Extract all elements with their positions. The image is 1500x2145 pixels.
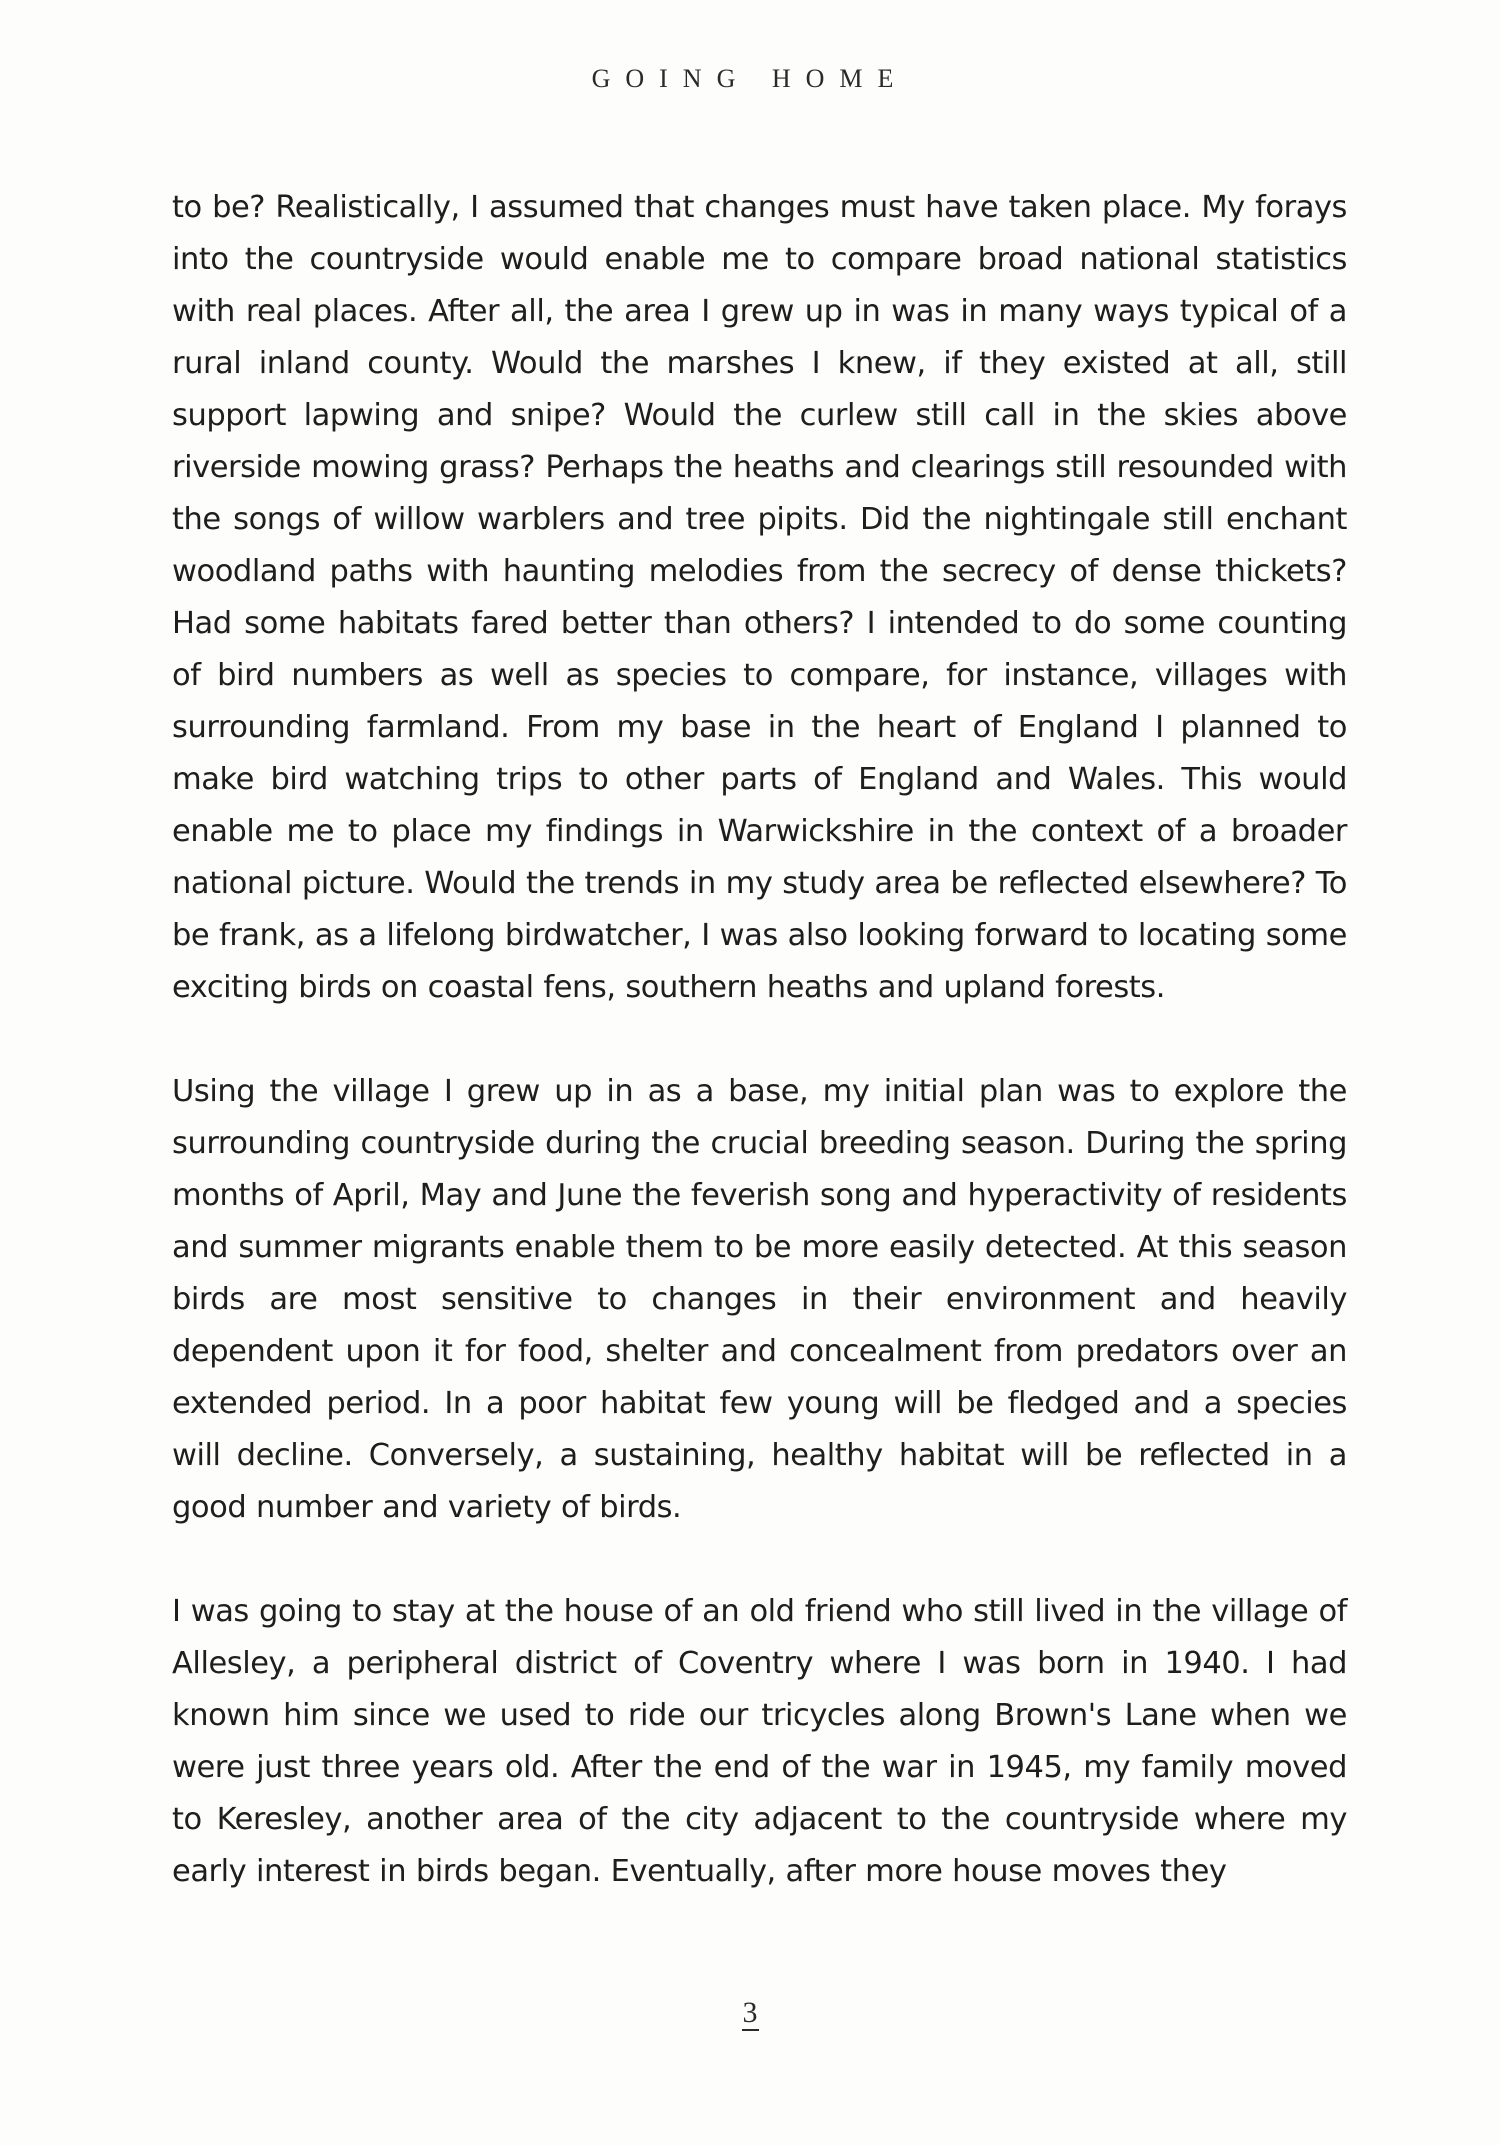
page-number-label: 3	[742, 1996, 758, 2029]
paragraph-3: I was going to stay at the house of an old friend who still lived in the village of Allesley, a peripheral district of Coventry where I was born in 1940. I had known him since we used to ride our tricycles along Brown's Lane when we were just three years old. After the end of the war in 1945, my family moved to Keresley, another area of the city adjacent to the countryside where my early interest in birds began. Eventually, after more house moves they	[172, 1594, 1347, 1889]
paragraph-2: Using the village I grew up in as a base, my initial plan was to explore the surrounding countryside during the crucial breeding season. During the spring months of April, May and June the feverish song and hyperactivity of residents and summer migrants enable them to be more easily detected. At this season birds are most sensitive to changes in their environment and heavily dependent upon it for food, shelter and concealment from predators over an extended period. In a poor habitat few young will be fledged and a species will decline. Conversely, a sustaining, healthy habitat will be reflected in a good number and variety of birds.	[172, 1074, 1347, 1525]
body-text	[172, 182, 1347, 1898]
paragraph-1: to be? Realistically, I assumed that changes must have taken place. My forays into the countryside would enable me to compare broad national statistics with real places. After all, the area I grew up in was in many ways typical of a rural inland county. Would the marshes I knew, if they existed at all, still support lapwing and snipe? Would the curlew still call in the skies above riverside mowing grass? Perhaps the heaths and clearings still resounded with the songs of willow warblers and tree pipits. Did the nightingale still enchant woodland paths with haunting melodies from the secrecy of dense thickets? Had some habitats fared better than others? I intended to do some counting of bird numbers as well as species to compare, for instance, villages with surrounding farmland. From my base in the heart of England I planned to make bird watching trips to other parts of England and Wales. This would enable me to place my findings in Warwickshire in the context of a broader national picture. Would the trends in my study area be reflected elsewhere? To be frank, as a lifelong birdwatcher, I was also looking forward to locating some exciting birds on coastal fens, southern heaths and upland forests.	[172, 190, 1347, 1005]
running-head: GOING HOME	[591, 64, 909, 93]
page-number	[0, 1996, 1500, 2031]
